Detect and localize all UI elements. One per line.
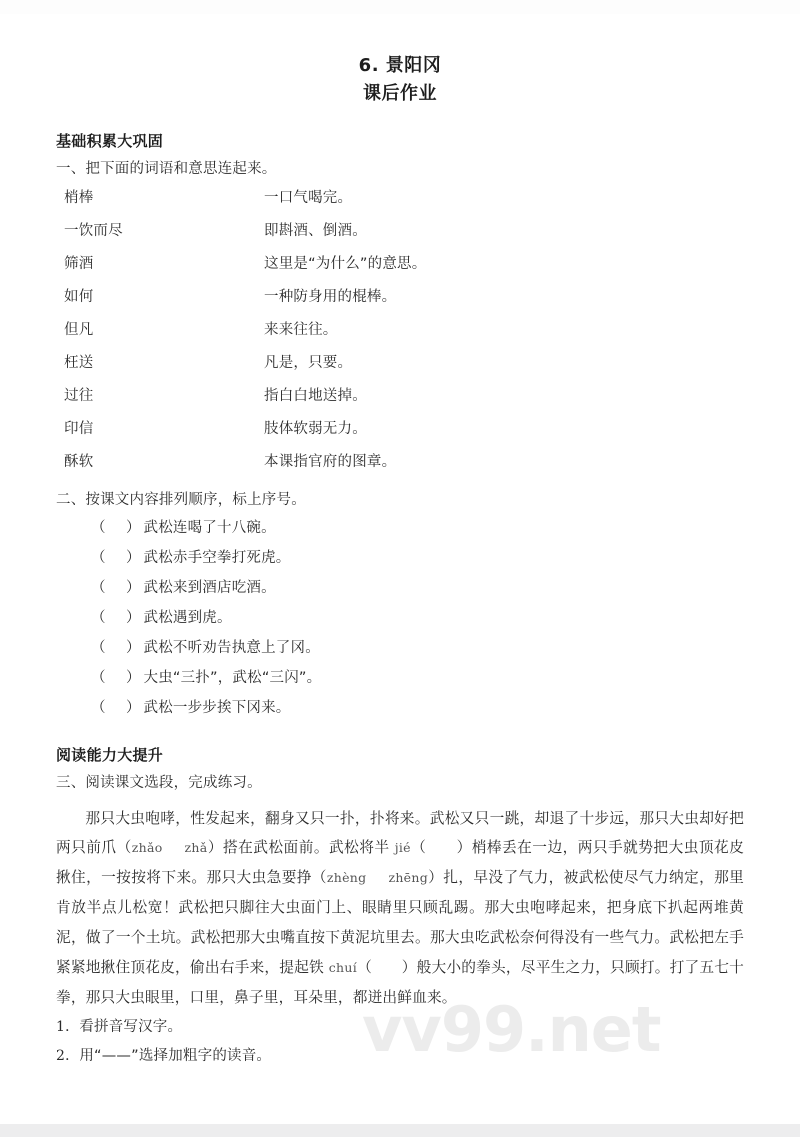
passage-part-3: （ ）梢棒丢在一边，两只手就势把大虫顶花皮揪住，一按按将下来。那只大虫急要挣（ <box>56 839 744 887</box>
site-watermark: vv99.net <box>362 993 661 1066</box>
list-item <box>56 697 744 727</box>
passage-part-5: （ ）般大小的拳头，尽平生之力，只顾打。打了五七十拳，那只大虫眼里，口里，鼻子里，耳朵里，都迸出鲜血来。 <box>56 958 744 1006</box>
table-row <box>56 384 744 417</box>
order-text: 武松遇到虎。 <box>143 609 232 626</box>
sub-question-text: 用“——”选择加粗字的读音。 <box>79 1047 272 1064</box>
question-3-prompt: 三、阅读课文选段，完成练习。 <box>56 774 262 791</box>
section-header-reading: 阅读能力大提升 <box>56 745 164 764</box>
sub-question-2 <box>56 1044 744 1069</box>
order-blank[interactable]: （ ） <box>91 639 144 656</box>
order-text: 武松赤手空拳打死虎。 <box>143 549 291 566</box>
match-word: 枉送 <box>64 354 94 371</box>
sub-question-text: 看拼音写汉字。 <box>79 1019 183 1036</box>
page-subtitle: 课后作业 <box>363 82 437 104</box>
match-meaning: 来来往往。 <box>264 321 338 338</box>
order-blank[interactable]: （ ） <box>91 669 144 686</box>
order-text: 武松连喝了十八碗。 <box>143 519 276 536</box>
order-blank[interactable]: （ ） <box>91 699 144 716</box>
match-meaning: 本课指官府的图章。 <box>264 453 397 470</box>
table-row <box>56 285 744 318</box>
table-row <box>56 252 744 285</box>
list-item <box>56 577 744 607</box>
pinyin-zha: zhǎ <box>184 840 208 856</box>
page-title: 6. 景阳冈 <box>358 55 442 76</box>
pinyin-jie: jié <box>394 840 411 856</box>
passage-part-2: ）搭在武松面前。武松将半 <box>207 839 395 857</box>
order-text: 武松来到酒店吃酒。 <box>143 579 276 596</box>
match-meaning: 一种防身用的棍棒。 <box>264 288 397 305</box>
match-meaning: 一口气喝完。 <box>264 189 353 206</box>
order-blank[interactable]: （ ） <box>91 549 144 566</box>
match-word: 筛酒 <box>64 255 94 272</box>
order-text: 武松不听劝告执意上了冈。 <box>143 639 320 656</box>
match-word: 过往 <box>64 387 94 404</box>
match-meaning: 指白白地送掉。 <box>264 387 367 404</box>
pinyin-chui: chuí <box>328 959 358 975</box>
pinyin-zhao: zhǎo <box>131 840 163 856</box>
match-word: 印信 <box>64 420 94 437</box>
pinyin-zheng-1: zhēng <box>388 870 429 886</box>
section-header-basics: 基础积累大巩固 <box>56 131 164 150</box>
order-blank[interactable]: （ ） <box>91 519 144 536</box>
order-text: 大虫“三扑”，武松“三闪”。 <box>143 669 322 686</box>
list-item <box>56 637 744 667</box>
pinyin-zheng-4: zhèng <box>326 870 367 886</box>
order-blank[interactable]: （ ） <box>91 579 144 596</box>
match-meaning: 即斟酒、倒酒。 <box>264 222 367 239</box>
question-2-prompt: 二、按课文内容排列顺序，标上序号。 <box>56 491 306 508</box>
passage-part-1: 那只大虫咆哮，性发起来，翻身又只一扑，扑将来。武松又只一跳，却退了十步远，那只大虫却好把两只前爪（ <box>56 809 744 857</box>
table-row <box>56 417 744 450</box>
list-item <box>56 517 744 547</box>
sub-question-number: 1． <box>56 1019 80 1036</box>
match-meaning: 凡是，只要。 <box>264 354 353 371</box>
matching-exercise-list <box>56 186 744 483</box>
scan-band-bottom <box>0 1124 800 1137</box>
sub-question-number: 2． <box>56 1047 80 1064</box>
table-row <box>56 351 744 384</box>
question-1-prompt: 一、把下面的词语和意思连起来。 <box>56 160 277 177</box>
list-item <box>56 607 744 637</box>
table-row <box>56 318 744 351</box>
list-item <box>56 547 744 577</box>
page-content <box>0 52 800 1069</box>
match-word: 酥软 <box>64 453 94 470</box>
table-row <box>56 219 744 252</box>
passage-part-4: ）扎，早没了气力，被武松使尽气力纳定，那里肯放半点儿松宽！武松把只脚往大虫面门上、眼睛里只顾乱踢。那大虫咆哮起来，把身底下扒起两堆黄泥，做了一个土坑。武松把那大虫嘴直按下黄泥坑里去。那大虫吃武松奈何得没有一些气力。武松把左手紧紧地揪住顶花皮，偷出右手来，提起铁 <box>56 869 745 976</box>
document-title-block <box>56 52 744 108</box>
scan-band-top <box>0 0 800 14</box>
match-word: 但凡 <box>64 321 94 338</box>
list-item <box>56 667 744 697</box>
match-meaning: 肢体软弱无力。 <box>264 420 367 437</box>
ordering-exercise-list <box>56 517 744 727</box>
order-text: 武松一步步挨下冈来。 <box>143 699 291 716</box>
match-word: 梢棒 <box>64 189 94 206</box>
sub-question-1 <box>56 1015 744 1040</box>
table-row <box>56 186 744 219</box>
reading-passage <box>56 804 744 1013</box>
match-word: 如何 <box>64 288 94 305</box>
match-word: 一饮而尽 <box>64 222 123 239</box>
match-meaning: 这里是“为什么”的意思。 <box>264 255 427 272</box>
order-blank[interactable]: （ ） <box>91 609 144 626</box>
table-row <box>56 450 744 483</box>
